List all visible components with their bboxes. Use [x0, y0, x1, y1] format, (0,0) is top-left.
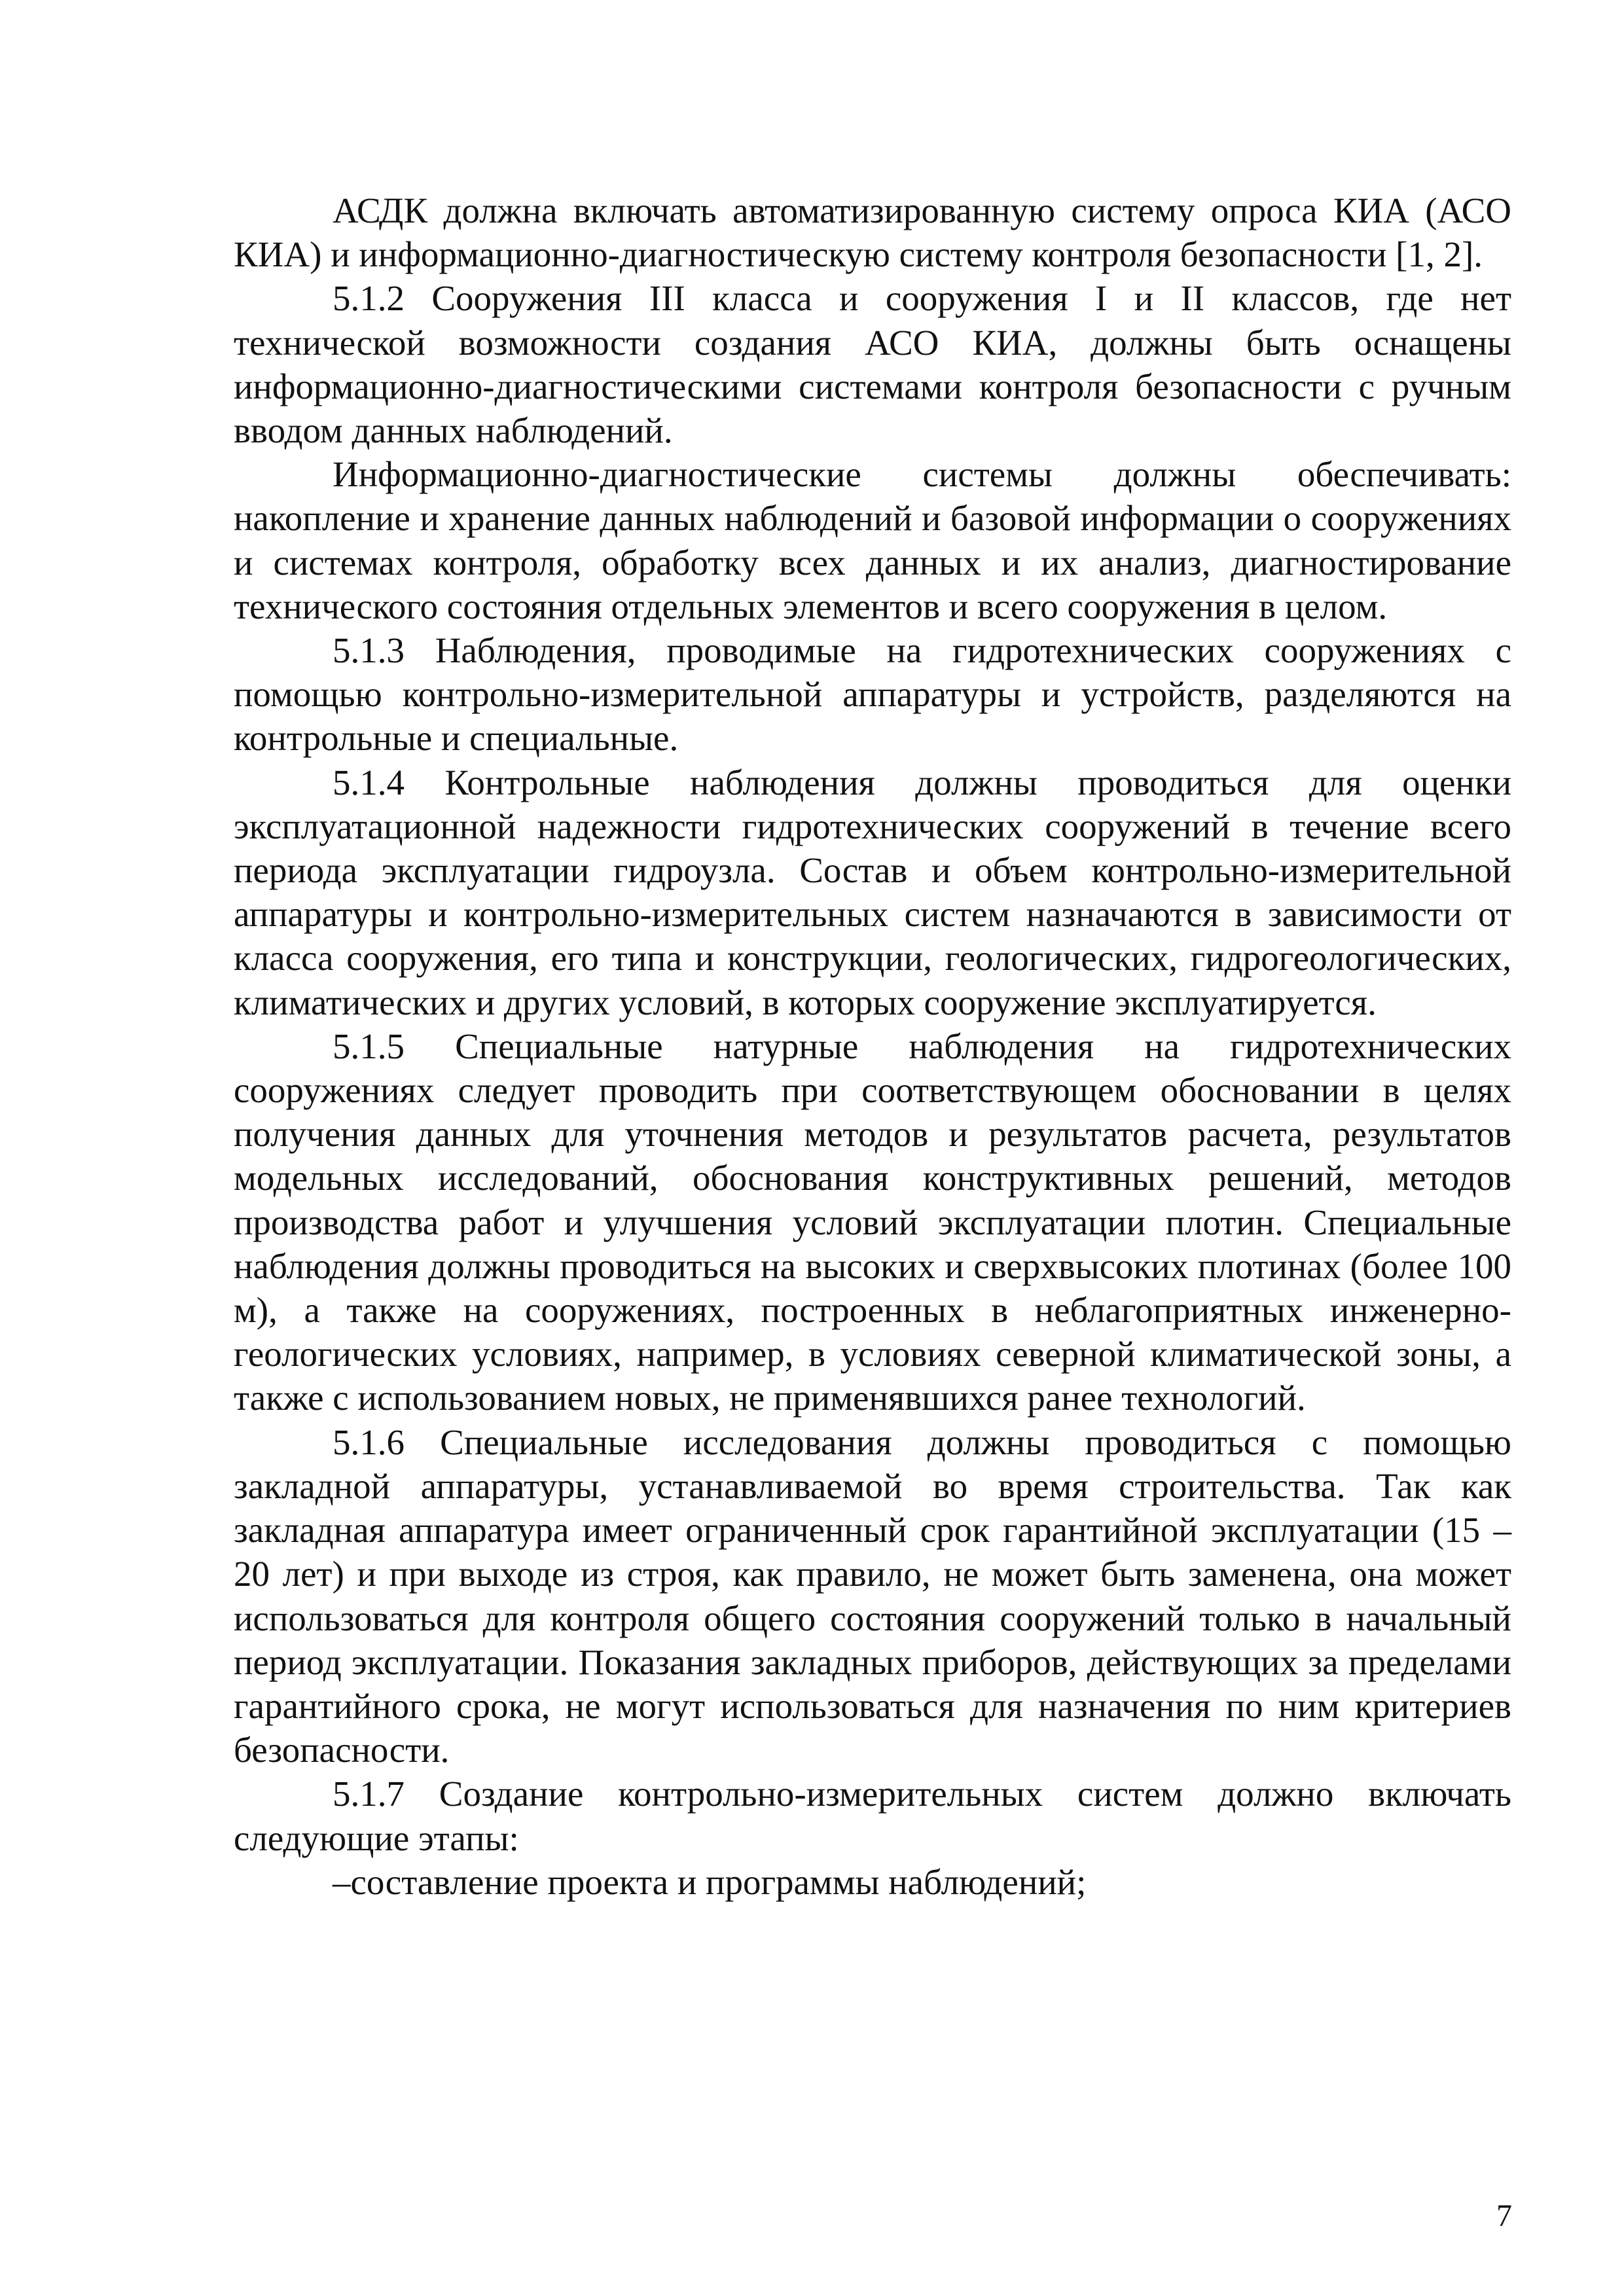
body-text [234, 188, 1511, 1904]
page-number: 7 [1496, 2198, 1512, 2233]
paragraph-5-1-5: 5.1.5 Специальные натурные наблюдения на гидротехнических сооружениях следует проводить при соответствующем обосновании в целях получения данных для уточнения методов и результатов расчета, результатов модельных исследований, обоснования конструктивных решений, методов производства работ и улучшения условий эксплуатации плотин. Специальные наблюдения должны проводиться на высоких и сверхвысоких плотинах (более 100 м), а также на сооружениях, построенных в неблагоприятных инженерно-геологических условиях, например, в условиях северной климатической зоны, а также с использованием новых, не применявшихся ранее технологий. [234, 1026, 1511, 1418]
paragraph-info-systems: Информационно-диагностические системы должны обеспечивать: накопление и хранение данных наблюдений и базовой информации о сооружениях и системах контроля, обработку всех данных и их анализ, диагностирование технического состояния отдельных элементов и всего сооружения в целом. [234, 454, 1511, 626]
list-item-project: –составление проекта и программы наблюдений; [333, 1861, 1087, 1902]
paragraph-5-1-2: 5.1.2 Сооружения III класса и сооружения I и II классов, где нет технической возможности создания АСО КИА, должны быть оснащены информационно-диагностическими системами контроля безопасности с ручным вводом данных наблюдений. [234, 278, 1511, 451]
paragraph-asdk: АСДК должна включать автоматизированную систему опроса КИА (АСО КИА) и информационно-диагностическую систему контроля безопасности [1, 2]. [234, 190, 1511, 275]
paragraph-5-1-7: 5.1.7 Создание контрольно-измерительных систем должно включать следующие этапы: [234, 1774, 1511, 1858]
paragraph-5-1-3: 5.1.3 Наблюдения, проводимые на гидротехнических сооружениях с помощью контрольно-измерительной аппаратуры и устройств, разделяются на контрольные и специальные. [234, 630, 1511, 759]
paragraph-5-1-4: 5.1.4 Контрольные наблюдения должны проводиться для оценки эксплуатационной надежности гидротехнических сооружений в течение всего периода эксплуатации гидроузла. Состав и объем контрольно-измерительной аппаратуры и контрольно-измерительных систем назначаются в зависимости от класса сооружения, его типа и конструкции, геологических, гидрогеологических, климатических и других условий, в которых сооружение эксплуатируется. [234, 762, 1511, 1022]
paragraph-5-1-6: 5.1.6 Специальные исследования должны проводиться с помощью закладной аппаратуры, устанавливаемой во время строительства. Так как закладная аппаратура имеет ограниченный срок гарантийной эксплуатации (15 – 20 лет) и при выходе из строя, как правило, не может быть заменена, она может использоваться для контроля общего состояния сооружений только в начальный период эксплуатации. Показания закладных приборов, действующих за пределами гарантийного срока, не могут использоваться для назначения по ним критериев безопасности. [234, 1422, 1511, 1770]
